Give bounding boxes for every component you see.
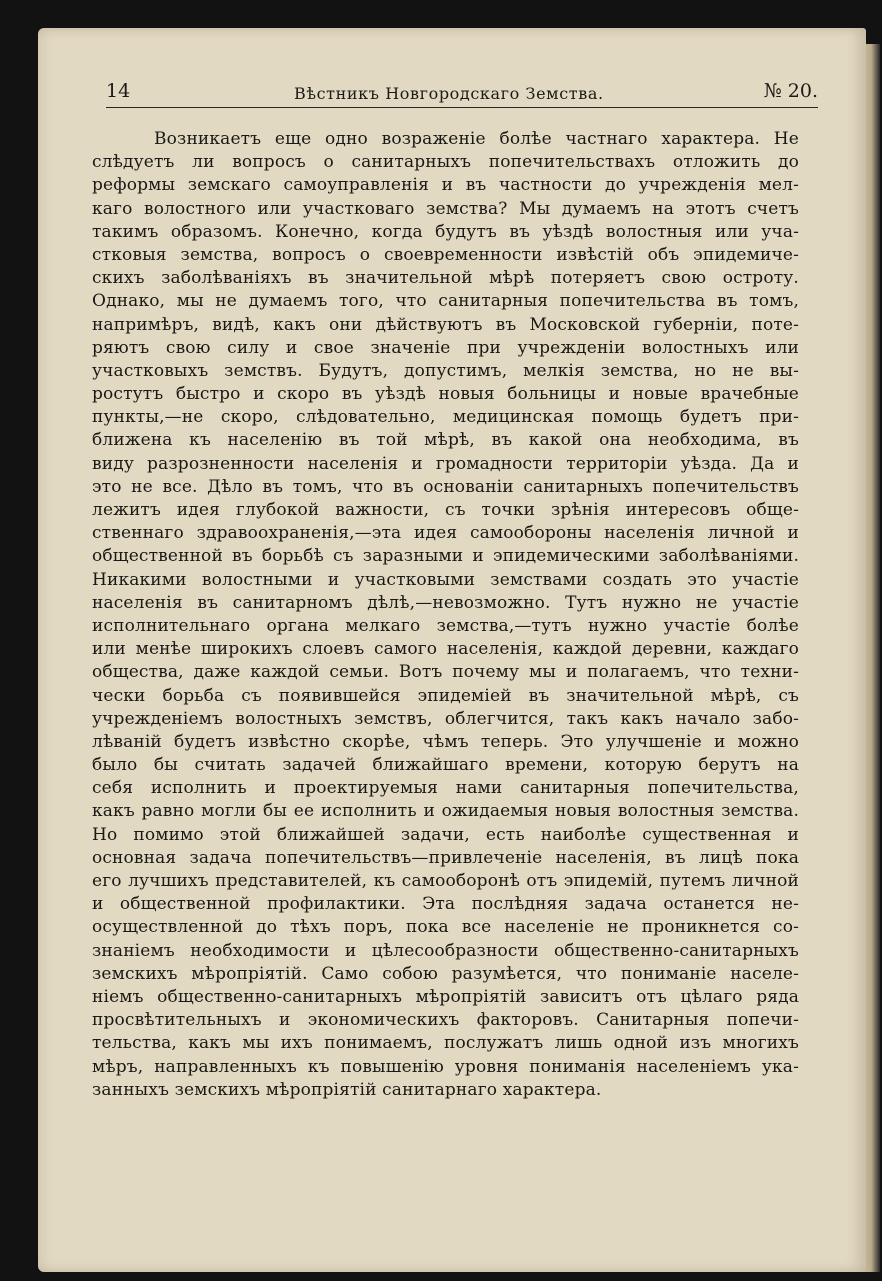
- text-line: ростутъ быстро и скоро въ уѣздѣ новыя больницы и новые врачебные: [92, 384, 799, 405]
- text-line: населенія въ санитарномъ дѣлѣ,—невозможно. Тутъ нужно не участіе: [92, 592, 799, 613]
- text-line: виду разрозненности населенія и громадности территоріи уѣзда. Да и: [92, 453, 799, 474]
- text-line: каго волостного или участковаго земства? Мы думаемъ на этотъ счетъ: [92, 198, 799, 219]
- issue-number: № 20.: [763, 80, 818, 102]
- text-line: это не все. Дѣло въ томъ, что въ основаніи санитарныхъ попечительствъ: [92, 476, 799, 497]
- text-line: осуществленной до тѣхъ поръ, пока все населеніе не проникнется со-: [92, 917, 799, 938]
- running-header: [106, 80, 818, 110]
- text-line: чески борьба съ появившейся эпидеміей въ значительной мѣрѣ, съ: [92, 685, 799, 706]
- text-line: ственнаго здравоохраненія,—эта идея самообороны населенія личной и: [92, 523, 799, 544]
- text-line: такимъ образомъ. Конечно, когда будутъ въ уѣздѣ волостныя или уча-: [92, 221, 799, 242]
- text-line: общества, даже каждой семьи. Вотъ почему мы и полагаемъ, что техни-: [92, 662, 799, 683]
- text-line: участковыхъ земствъ. Будутъ, допустимъ, мелкія земства, но не вы-: [92, 360, 799, 381]
- text-line: исполнительнаго органа мелкаго земства,—тутъ нужно участіе болѣе: [92, 615, 799, 636]
- text-line: какъ равно могли бы ее исполнить и ожидаемыя новыя волостныя земства.: [92, 801, 799, 822]
- text-line: пункты,—не скоро, слѣдовательно, медицинская помощь будетъ при-: [92, 407, 799, 428]
- text-line: учрежденіемъ волостныхъ земствъ, облегчится, такъ какъ начало забо-: [92, 708, 799, 729]
- text-line: ніемъ общественно-санитарныхъ мѣропріятій зависитъ отъ цѣлаго ряда: [92, 986, 799, 1007]
- text-line: ряютъ свою силу и свое значеніе при учрежденіи волостныхъ или: [92, 337, 799, 358]
- text-line: занныхъ земскихъ мѣропріятій санитарнаго характера.: [92, 1079, 602, 1100]
- text-line: Никакими волостными и участковыми земствами создать это участіе: [92, 569, 799, 590]
- article-text: [92, 128, 799, 1102]
- text-line: мѣръ, направленныхъ къ повышенію уровня пониманія населеніемъ ука-: [92, 1056, 799, 1077]
- text-line: реформы земскаго самоуправленія и въ частности до учрежденія мел-: [92, 175, 799, 196]
- text-line: общественной въ борьбѣ съ заразными и эпидемическими заболѣваніями.: [92, 546, 799, 567]
- text-line: его лучшихъ представителей, къ самооборонѣ отъ эпидемій, путемъ личной: [92, 871, 799, 891]
- text-line: тельства, какъ мы ихъ понимаемъ, послужатъ лишь одной изъ многихъ: [92, 1033, 799, 1054]
- text-line: Однако, мы не думаемъ того, что санитарныя попечительства въ томъ,: [92, 291, 799, 312]
- text-line: лѣваній будетъ извѣстно скорѣе, чѣмъ теперь. Это улучшеніе и можно: [92, 731, 799, 752]
- text-line: скихъ заболѣваніяхъ въ значительной мѣрѣ потеряетъ свою остроту.: [92, 268, 799, 289]
- text-line: себя исполнить и проектируемыя нами санитарныя попечительства,: [92, 778, 799, 799]
- text-line: или менѣе широкихъ слоевъ самого населенія, каждой деревни, каждаго: [92, 639, 799, 660]
- page-number: 14: [106, 80, 131, 102]
- text-line: Но помимо этой ближайшей задачи, есть наиболѣе существенная и: [92, 824, 799, 845]
- journal-title: Вѣстникъ Новгородскаго Земства.: [294, 84, 604, 103]
- text-line: знаніемъ необходимости и цѣлесообразности общественно-санитарныхъ: [92, 940, 799, 961]
- text-line: земскихъ мѣропріятій. Само собою разумѣется, что пониманіе населе-: [92, 963, 799, 984]
- text-line: напримѣръ, видѣ, какъ они дѣйствуютъ въ Московской губерніи, поте-: [92, 314, 799, 335]
- text-line: и общественной профилактики. Эта послѣдняя задача останется не-: [92, 894, 799, 915]
- text-line: лежитъ идея глубокой важности, съ точки зрѣнія интересовъ обще-: [92, 500, 799, 520]
- text-line: просвѣтительныхъ и экономическихъ факторовъ. Санитарныя попечи-: [92, 1010, 799, 1031]
- text-line: Возникаетъ еще одно возраженіе болѣе частнаго характера. Не: [154, 129, 799, 149]
- text-line: слѣдуетъ ли вопросъ о санитарныхъ попечительствахъ отложить до: [92, 152, 799, 173]
- header-rule: [106, 107, 818, 108]
- text-line: ближена къ населенію въ той мѣрѣ, въ какой она необходима, въ: [92, 430, 799, 451]
- text-line: основная задача попечительствъ—привлеченіе населенія, въ лицѣ пока: [92, 847, 799, 868]
- text-line: было бы считать задачей ближайшаго времени, которую берутъ на: [92, 755, 799, 776]
- text-line: стковыя земства, вопросъ о своевременности извѣстій объ эпидемиче-: [92, 244, 799, 265]
